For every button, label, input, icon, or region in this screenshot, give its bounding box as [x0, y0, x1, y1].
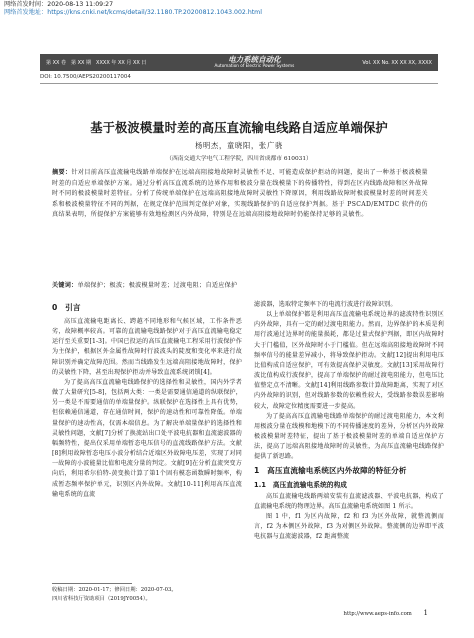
- header-divider: [40, 83, 438, 84]
- affiliation: （西南交通大学电气工程学院，四川省成都市 610031）: [166, 156, 312, 162]
- journal-name: [214, 54, 295, 69]
- keywords: [52, 280, 428, 289]
- online-first-notice: [4, 1, 262, 17]
- paragraph: 为了提高高压直流输电线路单端保护的耐过渡电阻能力，本文利用极波分量在线模和地模下的不同传播速度的差异，分析区内外故障极波模量时差特征，提出了基于极波模量时差的单端自适应保护方法，提高了远端高阻接地故障时的灵敏性，为高压直流输电线路保护提供了新思路。: [254, 412, 444, 461]
- journal-name-cn: 电力系统自动化: [228, 54, 281, 64]
- abstract-text: 针对目前高压直流输电线路单端保护在远端高阻接地故障时灵敏性不足、可能造成保护拒动的问题，提出了一种基于极波模量时差的自适应单端保护方案。通过分析高压直流系统的边界作用和极波分量在线模量下的传播特性，得到在区内线路故障和区外故障时不同的极波模量时差特征。分析了传统单端保护在远端高阻接地故障时灵敏性下降原因，利用线路故障时极波模量时差的时间差关系和极波模量特征不同的判据，在规定保护范围判定保护对象，实现线路保护的自适应保护判据。基于 PSCAD/EMTDC 软件的仿真结果表明，所提保护方案能够有效地检测区内外故障，特别是在远端高阻接地故障时仍能保持足够的灵敏性。: [52, 169, 428, 219]
- keywords-label: 关键词：: [52, 282, 78, 289]
- paragraph: 高压直流输电线路两端安装有直流滤波器、平波电抗器，构成了直流输电系统的物理边界。高压直流输电系统如图 1 所示。: [254, 492, 444, 510]
- left-column: [52, 300, 242, 500]
- section-heading-1-1: 1.1 高压直流输电系统的构成: [254, 480, 348, 489]
- paragraph: 以上单端保护都是利用高压直流输电系统边界的滤波特性识别区内外故障，具有一定的耐过渡电阻能力。然而，边界保护的本质是利用行波通过边界时的能量损耗，都是过量式保护判据，即区内故障时大于门槛值，区外故障时小于门槛值。但在远端高阻接地故障时不同频率信号的能量差异减小，将导致保护拒动。文献[12]提出利用电压比值构成自适应保护，可有效提高保护灵敏度。文献[13]采用故障行波比值构成行波保护，提高了单端保护的耐过渡电阻能力，但电压比值整定点不清晰。文献[14]利用线路参数计算故障距离，实现了对区内外故障的识别，但对线路参数的依赖性较大，受线路参数误差影响较大，故障定位精度需要进一步提高。: [254, 311, 444, 410]
- abstract: [52, 168, 428, 221]
- keywords-text: 单端保护；极波；极波模量时差；过渡电阻；自适应保护: [77, 282, 238, 289]
- journal-name-en: Automation of Electric Power Systems: [214, 62, 295, 68]
- paragraph: 高压直流输电距离长、跨越不同地形和气候区域，工作条件恶劣，故障概率较高。可靠的直流输电线路保护对于高压直流输电稳定运行至关重要[1-3]。中国已投运的高压直流输电工程采用行波保护作为主保护，根据区外金属性故障时行波波头的陡度和变化率来进行故障识别并确定故障范围。然而当线路发生远端高阻接地故障时，保护的灵敏性下降，甚至出现保护拒动并导致直流系统闭锁[4]。: [52, 318, 242, 376]
- footnote: [52, 586, 242, 603]
- section-heading-1: 1 高压直流输电系统区内外故障的特征分析: [254, 465, 407, 475]
- fund-info: 四川省科技厅资助项目（2019JY0054）。: [52, 595, 151, 602]
- paper-title: 基于极波模量时差的高压直流输电线路自适应单端保护: [90, 121, 388, 135]
- section-heading-introduction: 0 引言: [52, 303, 81, 312]
- paragraph: 图 1 中，f1 为区内故障，f2 和 f3 为区外故障，就整流侧而言，f2 为本侧区外故障，f3 为对侧区外故障。整流侧的边界即平波电抗器与直流滤波器，f2 距离整流: [254, 512, 444, 541]
- abstract-label: 摘要：: [52, 169, 72, 176]
- journal-volume-cn: 第 XX 卷 第 XX 期 XXXX 年 XX 月 XX 日: [46, 60, 147, 66]
- online-first-time: 网络首发时间：2020-08-13 11:09:27: [4, 1, 114, 8]
- online-first-url[interactable]: 网络首发地址：https://kns.cnki.net/kcms/detail/32.1180.TP.20200812.1043.002.html: [4, 9, 262, 16]
- doi: DOI: 10.7500/AEPS20200117004: [40, 74, 131, 80]
- journal-volume-en: Vol. XX No. XX XX XX, XXXX: [362, 59, 432, 66]
- journal-url[interactable]: http://www.aeps-info.com: [343, 611, 412, 617]
- paragraph: 滤波器，选取特定频率下的电流行波进行故障识别。: [254, 301, 397, 308]
- paragraph: 为了提高高压直流输电线路保护的选择性和灵敏性，国内外学者做了大量研究[5-8]，包括两大类：一类是需要通信通道的纵联保护，另一类是不需要通信的单端量保护。纵联保护在选择性上具有优势，但依赖通信通道，存在通信时间，保护的速动性和可靠性降低。单端量保护的速动性高，仅需本端信息。为了解决单端量保护的选择性和灵敏性问题，文献[7]分析了换流站出口处平波电抗器和直流滤波器的幅频特性，提出仅采用单端暂态电压信号的直流线路保护方法。文献[8]利用故障暂态电压小波分析结合近端区外故障电压差，实现了对同一故障的小波能量比值和电流分量的判定。文献[9]在分析直流突变方向后，利用希尔伯特-黄变换计算了第1个固有模态函数瞬时频率，构成暂态频率保护单元，识别区内外故障。文献[10-11]利用高压直流输电系统的直流: [52, 378, 242, 498]
- received-date: 收稿日期：2020-01-17；修回日期：2020-07-03。: [52, 587, 177, 593]
- journal-header: [40, 54, 438, 71]
- right-column: [254, 300, 444, 542]
- page-number: 1: [423, 609, 428, 617]
- footnote-divider: [52, 583, 132, 584]
- authors: 杨明杰，童晓阳，张广骁: [195, 141, 283, 150]
- page-footer: [52, 609, 428, 617]
